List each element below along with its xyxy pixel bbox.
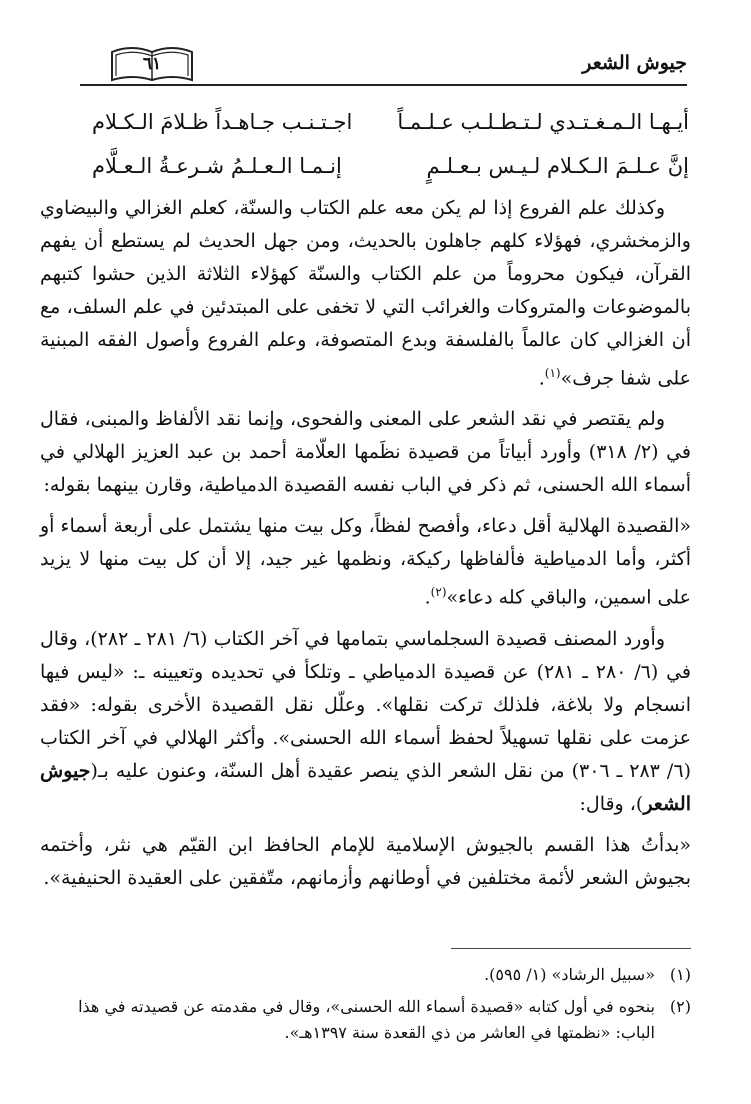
footnote-ref[interactable]: (١) [544,366,561,380]
verse-second-hemistich: إنـمـا الـعـلـمُ شـرعـةُ الـعـلَّام [92,154,342,178]
quotation-paragraph [40,829,691,895]
running-title: جيوش الشعر [582,52,687,74]
footnote-divider [451,948,691,949]
footnote-number: (١) [669,965,691,984]
book-title-bold: جيوش الشعر [40,759,691,815]
footnote [40,994,691,1046]
verse-second-hemistich: اجـتـنـب جـاهـداً ظـلامَ الـكـلام [92,110,353,134]
paragraph-text: «بدأتُ هذا القسم بالجيوش الإسلامية للإمام الحافظ ابن القيّم هي نثر، وأختمه بجيوش الشعر لأئمة مختلفين في أوطانهم وأزمانهم، متّفقين على العقيدة الحنيفية». [40,833,691,889]
footnotes [40,962,691,1046]
footnote [40,962,691,988]
page-header [80,40,687,86]
paragraph: وكذلك علم الفروع إذا لم يكن معه علم الكتاب والسنّة، كعلم الغزالي والبيضاوي والزمخشري، فهؤلاء كلهم جاهلون بالحديث، ومن جهل الحديث لم يستطع أن يفهم القرآن، فيكون محروماً من علم الكتاب والسنّة كهؤلاء الثلاثة الذين حشوا كتبهم بالموضوعات والمتروكات والغرائب التي لا تخفى على المبتدئين في علم السلف، مع أن الغزالي كان عالماً بالفلسفة وبدع المتصوفة، وعلم الفروع وأصول الفقه المبنية على شفا جرف»$^{(١)}$. [40,197,691,390]
paragraph-text: ولم يقتصر في نقد الشعر على المعنى والفحوى، وإنما نقد الألفاظ والمبنى، فقال في (٢/ ٣١٨) وأورد أبياتاً من قصيدة نظَمها العلّامة أحمد بن عبد العزيز الهلالي في أسماء الله الحسنى، ثم ذكر في الباب نفسه القصيدة الدمياطية، وقارن بينهما بقوله: [40,408,691,497]
footnote-number: (٢) [669,997,691,1016]
poem [92,104,689,192]
poem-verse [92,104,689,148]
verse-first-hemistich: أيـهـا الـمـغـتـدي لـتـطـلـب عـلـمـاً [397,110,689,134]
header-divider [80,84,687,86]
verse-first-hemistich: إنَّ عـلـمَ الـكـلام لـيـس بـعـلـمٍ [426,154,689,178]
paragraph-text: وكذلك علم الفروع إذا لم يكن معه علم الكتاب والسنّة، كعلم الغزالي والبيضاوي والزمخشري، فهؤلاء كلهم جاهلون بالحديث، ومن جهل الحديث لم يستطع أن يفهم القرآن، فيكون محروماً من علم الكتاب والسنّة كهؤلاء الثلاثة الذين حشوا كتبهم بالموضوعات والمتروكات والغرائب التي لا تخفى على المبتدئين في علم السلف، مع أن الغزالي كان عالماً بالفلسفة وبدع المتصوفة، وعلم الفروع وأصول الفقه المبنية على شفا جرف» [40,197,691,390]
footnote-text: بنحوه في أول كتابه «قصيدة أسماء الله الحسنى»، وقال في مقدمته عن قصيدته في هذا الباب: «نظمتها في العاشر من ذي القعدة سنة ١٣٩٧هـ». [78,997,655,1042]
footnote-ref[interactable]: (٢) [430,585,447,600]
page-number: ٦١ [142,54,162,74]
paragraph [40,623,691,821]
paragraph-text: وأورد المصنف قصيدة السجلماسي بتمامها في آخر الكتاب (٦/ ٢٨١ ـ ٢٨٢)، وقال في (٦/ ٢٨٠ ـ ٢٨١) عن قصيدة الدمياطي ـ وتلكأ في تحديده وتعيينه ـ: «ليس فيها انسجام ولا بلاغة، فلذلك تركت نقلها». وعلّل نقل القصيدة الأخرى بقوله: «فقد عزمت على نقلها تسهيلاً لحفظ أسماء الله الحسنى». وأكثر الهلالي في آخر الكتاب (٦/ ٢٨٣ ـ ٣٠٦) من نقل الشعر الذي ينصر عقيدة أهل السنّة، وعنون عليه بـ( [40,627,691,782]
page-number-badge [108,40,196,84]
main-text [40,192,691,895]
paragraph-text: )، وقال: [579,792,644,815]
paragraph [40,403,691,502]
paragraph-text: «القصيدة الهلالية أقل دعاء، وأفصح لفظاً، وكل بيت منها يشتمل على أربعة أسماء أو أكثر، وأما الدمياطية فألفاظها ركيكة، ونظمها غير جيد، إلا أن كل بيت منها لا يزيد على اسمين، والباقي كله دعاء» [40,515,691,609]
footnote-text: «سبيل الرشاد» (١/ ٥٩٥). [484,965,655,984]
poem-verse [92,148,689,192]
quotation-paragraph: «القصيدة الهلالية أقل دعاء، وأفصح لفظاً، وكل بيت منها يشتمل على أربعة أسماء أو أكثر، وأما الدمياطية فألفاظها ركيكة، ونظمها غير جيد، إلا أن كل بيت منها لا يزيد على اسمين، والباقي كله دعاء»$^{(٢)}$. [40,515,691,609]
